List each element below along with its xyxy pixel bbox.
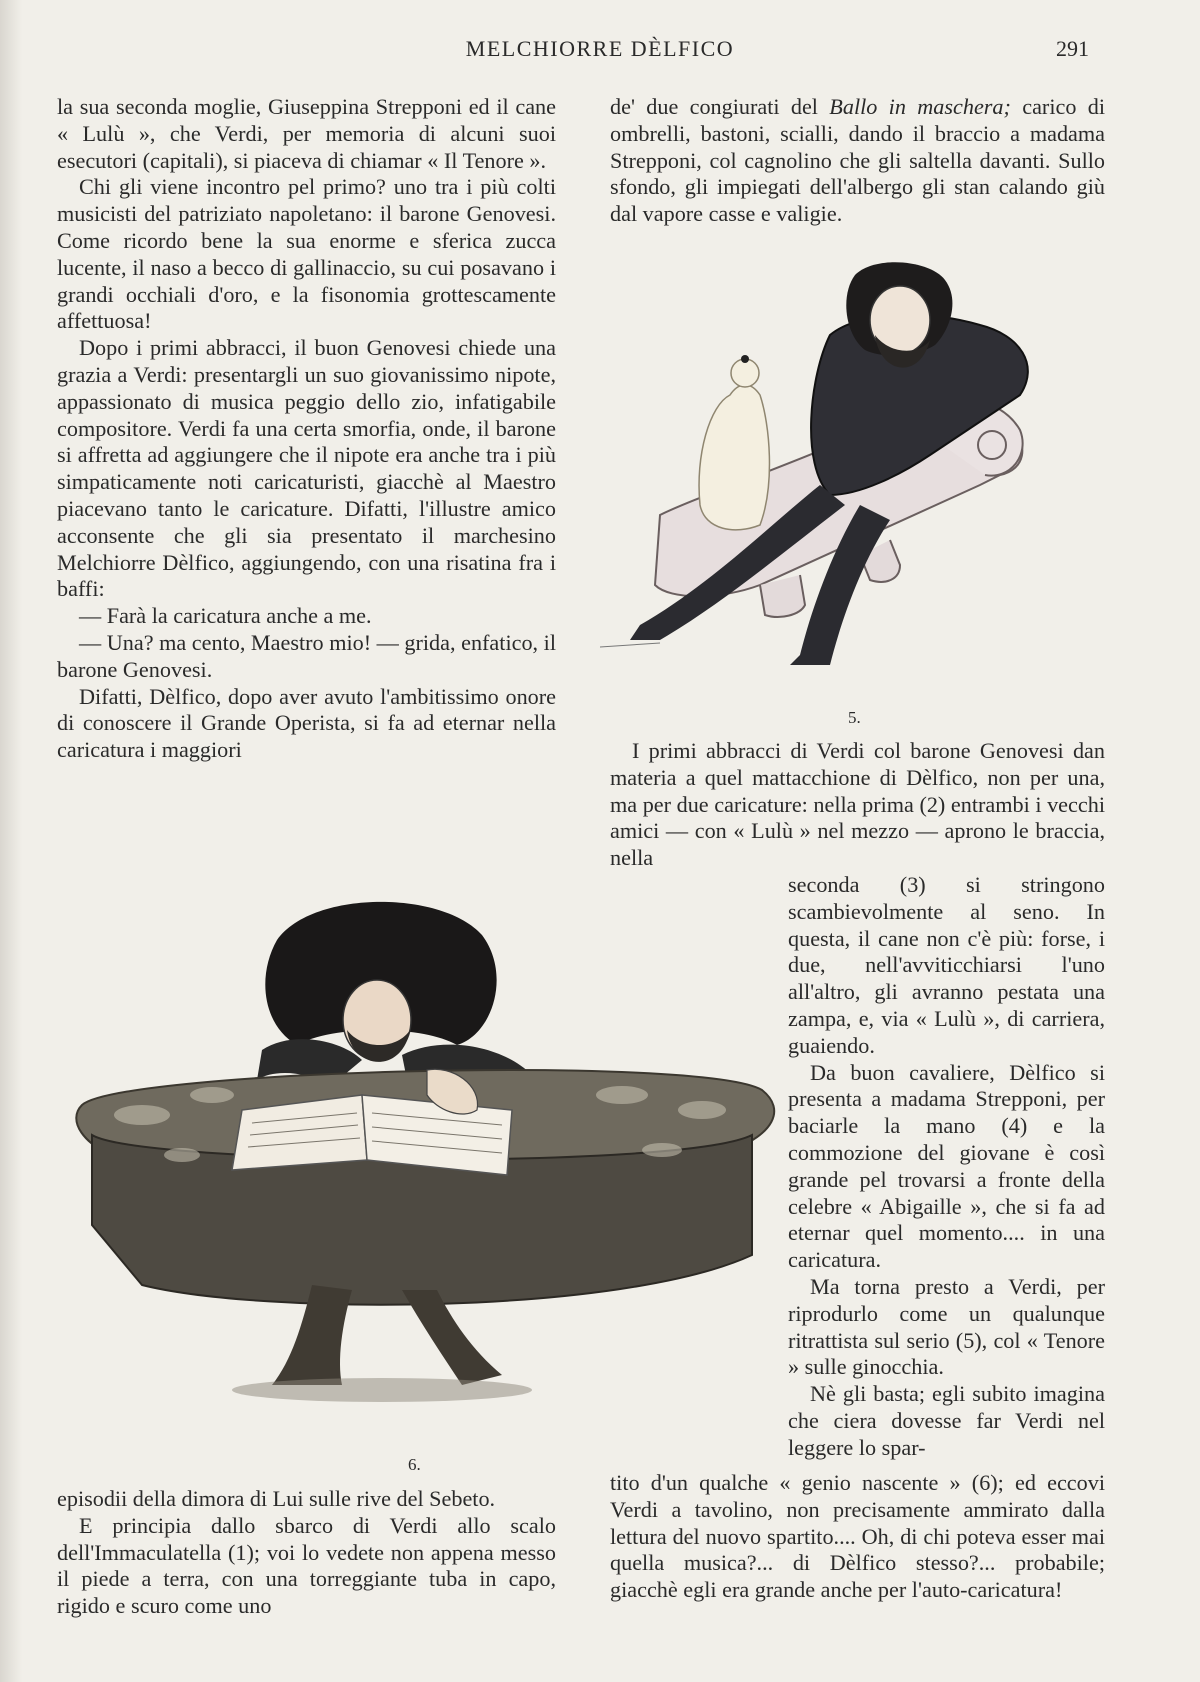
paragraph: Dopo i primi abbracci, il buon Genovesi chiede una grazia a Verdi: presentargli un suo giovanissimo nipote, appassionato di musica peggio dello zio, infatigabile compositore. Verdi fa una certa smorfia, onde, il barone si affretta ad aggiungere che il nipote era anche tra i più simpaticamente noti caricaturisti, giacchè al Maestro piacevano tanto le caricature. Difatti, l'illustre amico acconsente che gli sia presentato il marchesino Melchiorre Dèlfico, aggiungendo, con una risatina fra i baffi: — [57, 335, 556, 602]
paragraph-dialogue: — Farà la caricatura anche a me. — [79, 603, 372, 629]
paragraph: la sua seconda moglie, Giuseppina Strepponi ed il cane « Lulù », che Verdi, per memoria di alcuni suoi esecutori (capitali), si piaceva di chiamar « Il Tenore ». — [57, 94, 556, 173]
left-column-bottom — [57, 1486, 556, 1620]
paragraph: Da buon cavaliere, Dèlfico si presenta a madama Strepponi, per baciarle la mano (4) e la commozione del giovane è così grande pel trovarsi a fronte della celebre « Abigaille », che si fa ad eternar quel momento.... in una caricatura. — [788, 1059, 1105, 1273]
paragraph: E principia dallo sbarco di Verdi allo scalo dell'Immaculatella (1); voi lo vedete non appena messo il piede a terra, con una torreggiante tuba in capo, rigido e scuro come uno — [57, 1512, 556, 1619]
opera-title: Ballo in maschera; — [829, 94, 1011, 119]
paragraph: tito d'un qualche « genio nascente » (6); ed eccovi Verdi a tavolino, non precisamente ammirato dalla lettura del nuovo spartito.... Oh, di chi poteva esser mai quella musica?... di Dèlfico stesso?... probabile; giacchè egli era grande anche per l'auto-caricatura! — [610, 1470, 1105, 1603]
text-run: carico di ombrelli, bastoni, scialli, dando il braccio a madama Strepponi, col cagnolino che gli saltella davanti. Sullo sfondo, gli impiegati dell'albergo gli stan calando giù dal vapore casse e valigie. — [610, 94, 1105, 227]
left-column-top — [57, 94, 556, 764]
paragraph — [610, 94, 1105, 228]
page-gutter-shadow — [0, 0, 22, 1682]
figure-6-caption: 6. — [408, 1455, 421, 1474]
paragraph: Ma torna presto a Verdi, per riprodurlo come un qualunque ritrattista sul serio (5), col « Tenore » sulle ginocchia. — [788, 1273, 1105, 1380]
paragraph: Difatti, Dèlfico, dopo aver avuto l'ambitissimo onore di conoscere il Grande Operista, si fa ad eternar nella caricatura i maggiori — [57, 683, 556, 763]
paragraph: seconda (3) si stringono scambievolmente al seno. In questa, il cane non c'è più: forse, i due, nell'avviticchiarsi l'uno all'altro, gli avranno pestata una zampa, e, via « Lulù », di carriera, guaiendo. — [788, 872, 1105, 1058]
caricature-figure-6 — [62, 895, 792, 1420]
right-column-narrow — [788, 872, 1105, 1462]
text-run: de' due congiurati del — [610, 94, 830, 119]
paragraph: Nè gli basta; egli subito imagina che ciera dovesse far Verdi nel leggere lo spar- — [788, 1381, 1105, 1460]
paragraph: Chi gli viene incontro pel primo? uno tra i più colti musicisti del patriziato napoletano: il barone Genovesi. Come ricordo bene la sua enorme e sferica zucca lucente, il naso a becco di gallinaccio, su cui posavano i grandi occhiali d'oro, e la fisonomia grottescamente affettuosa! — [57, 174, 556, 334]
right-column-bottom — [610, 1470, 1105, 1604]
running-head-title: MELCHIORRE DÈLFICO — [465, 36, 735, 61]
paragraph: I primi abbracci di Verdi col barone Genovesi dan materia a quel mattacchione di Dèlfico, non per una, ma per due caricature: nella prima (2) entrambi i vecchi amici — con « Lulù » nel mezzo — aprono le braccia, nella — [610, 738, 1105, 871]
page-number: 291 — [1056, 36, 1089, 61]
caricature-figure-5 — [600, 255, 1100, 695]
paragraph: episodii della dimora di Lui sulle rive del Sebeto. — [57, 1486, 496, 1511]
right-column-top — [610, 94, 1105, 228]
paragraph-dialogue: — Una? ma cento, Maestro mio! — grida, enfatico, il barone Genovesi. — [57, 629, 556, 682]
figure-5-caption: 5. — [848, 708, 861, 727]
right-column-middle — [610, 738, 1105, 872]
